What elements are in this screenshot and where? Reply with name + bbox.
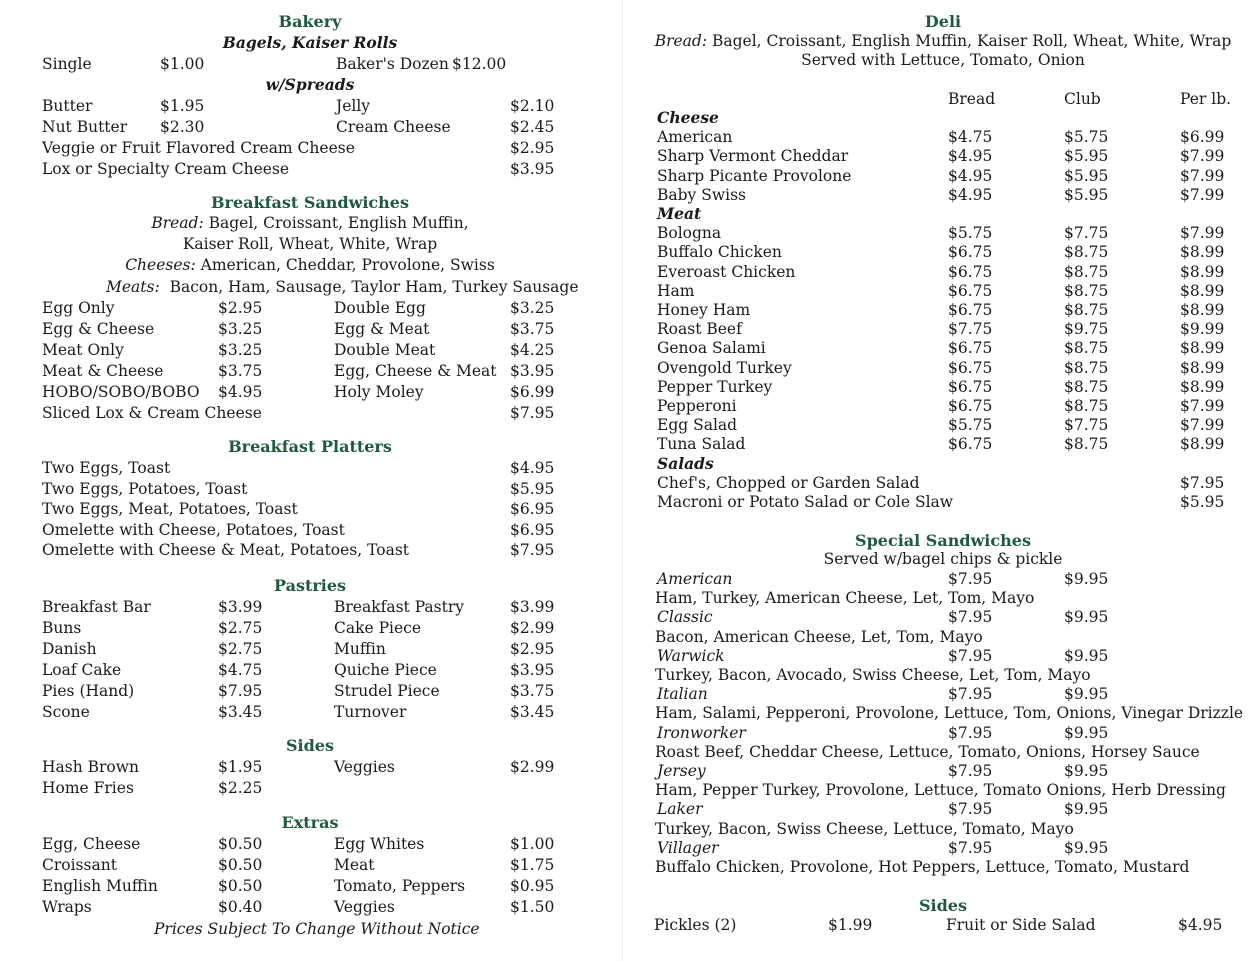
menu-item-price: $3.25 (218, 320, 263, 338)
menu-item-price: $6.95 (510, 500, 555, 519)
menu-item-name: Hash Brown (42, 758, 140, 776)
menu-item-price: $2.75 (218, 619, 263, 637)
sandwich-name: Jersey (657, 762, 706, 780)
menu-item-name: Butter (42, 97, 93, 115)
price-club: $8.75 (1064, 281, 1109, 300)
menu-item-price: $2.99 (510, 619, 555, 637)
special-served-with: Served w/bagel chips & pickle (823, 550, 1063, 568)
price-bread: $6.75 (948, 301, 993, 319)
price-large: $9.95 (1064, 762, 1109, 780)
menu-item-name: Roast Beef (657, 320, 742, 339)
cheese-list: American, Cheddar, Provolone, Swiss (200, 256, 495, 274)
menu-item-name: Egg, Cheese & Meat (334, 362, 497, 380)
price-large: $9.95 (1064, 685, 1109, 704)
price-large: $9.95 (1064, 608, 1109, 627)
bakery-heading: Bakery (278, 12, 342, 31)
price-club: $7.75 (1064, 224, 1109, 243)
menu-item-name: Pies (Hand) (42, 682, 135, 700)
menu-item-name: Double Egg (334, 299, 426, 317)
menu-item-name: Home Fries (42, 779, 134, 797)
menu-item-name: Buns (42, 619, 82, 637)
bread-label: Bread: (151, 214, 204, 232)
price-per-lb: $8.99 (1180, 281, 1225, 300)
menu-item-price: $1.95 (160, 97, 205, 115)
price-bread: $4.95 (948, 185, 993, 204)
sandwich-name: Classic (657, 608, 713, 627)
price-regular: $7.95 (948, 800, 993, 819)
bread-options (0, 214, 620, 232)
menu-item-name: Everoast Chicken (657, 262, 796, 281)
menu-item-price: $4.95 (1178, 916, 1223, 934)
price-regular: $7.95 (948, 723, 993, 742)
deli-bread-label: Bread: (654, 32, 708, 50)
extras-heading: Extras (281, 813, 339, 832)
price-per-lb: $8.99 (1180, 358, 1225, 377)
price-per-lb: $7.99 (1180, 166, 1225, 185)
menu-item-price: $2.10 (510, 97, 555, 115)
price-bread: $6.75 (948, 339, 993, 358)
menu-item-name: Veggies (334, 898, 395, 916)
price-per-lb: $7.99 (1180, 416, 1225, 435)
sandwich-description: Ham, Pepper Turkey, Provolone, Lettuce, Tomato Onions, Herb Dressing (655, 781, 1226, 800)
deli-served-with: Served with Lettuce, Tomato, Onion (801, 51, 1085, 69)
category-label: Salads (657, 453, 714, 473)
price-bread: $5.75 (948, 224, 993, 243)
price-club: $8.75 (1064, 377, 1109, 396)
price-club: $5.95 (1064, 166, 1109, 185)
price-bread: $4.95 (948, 166, 993, 185)
menu-item-name: Jelly (336, 97, 371, 115)
sandwich-description: Turkey, Bacon, Avocado, Swiss Cheese, Let, Tom, Mayo (655, 666, 1091, 684)
breakfast-platters-heading: Breakfast Platters (228, 437, 392, 456)
menu-item-price: $4.95 (510, 459, 555, 477)
menu-item-name: Honey Ham (657, 301, 751, 319)
sandwich-name: Villager (657, 838, 719, 857)
menu-item-name: Loaf Cake (42, 661, 122, 679)
menu-item-price: $1.50 (510, 898, 555, 916)
menu-item-price: $3.95 (510, 362, 555, 380)
menu-item-name: Breakfast Bar (42, 598, 151, 616)
col-header-bread: Bread (948, 90, 996, 108)
menu-item-price: $2.95 (510, 139, 555, 157)
menu-item-price: $3.95 (510, 160, 555, 178)
meat-list: Bacon, Ham, Sausage, Taylor Ham, Turkey Sausage (169, 278, 579, 296)
menu-item-price: $1.00 (160, 55, 205, 73)
menu-item-name: Lox or Specialty Cream Cheese (42, 160, 290, 178)
category-label: Cheese (657, 108, 719, 127)
menu-item-price: $3.99 (218, 598, 263, 616)
menu-item-name: Croissant (42, 856, 117, 874)
menu-item-price: $3.45 (218, 703, 263, 721)
menu-item-price: $0.50 (218, 856, 263, 874)
menu-item-name: Nut Butter (42, 118, 128, 136)
menu-item-name: Scone (42, 703, 90, 721)
price-bread: $5.75 (948, 416, 993, 435)
menu-item-name: Cream Cheese (336, 118, 451, 136)
menu-item-price: $0.95 (510, 877, 555, 895)
bread-list: Bagel, Croissant, English Muffin, (208, 214, 469, 232)
price-per-lb: $6.99 (1180, 128, 1225, 147)
category-label: Meat (657, 204, 702, 223)
col-header-club: Club (1064, 90, 1101, 108)
menu-item-name: Genoa Salami (657, 339, 766, 358)
price-per-lb: $8.99 (1180, 339, 1225, 358)
menu-item-name: Baby Swiss (657, 185, 746, 204)
price-bread: $6.75 (948, 358, 993, 377)
price-regular: $7.95 (948, 685, 993, 704)
price-per-lb: $7.99 (1180, 224, 1225, 243)
price-club: $8.75 (1064, 262, 1109, 281)
price-club: $8.75 (1064, 339, 1109, 358)
price-large: $9.95 (1064, 646, 1109, 665)
sandwich-description: Roast Beef, Cheddar Cheese, Lettuce, Tomato, Onions, Horsey Sauce (655, 742, 1200, 761)
menu-item-price: $3.75 (510, 320, 555, 338)
price-per-lb: $8.99 (1180, 262, 1225, 281)
right-page (628, 0, 1258, 961)
menu-item-price: $7.95 (1180, 473, 1225, 492)
menu-item-price: $6.95 (510, 520, 555, 539)
price-bread: $6.75 (948, 435, 993, 454)
sandwich-name: American (657, 570, 733, 588)
price-large: $9.95 (1064, 723, 1109, 742)
menu-item-price: $0.50 (218, 835, 263, 853)
price-bread: $7.75 (948, 320, 993, 339)
menu-item-name: Pepperoni (657, 397, 737, 415)
price-regular: $7.95 (948, 646, 993, 665)
menu-item-price: $3.25 (510, 299, 555, 317)
menu-item-name: Macroni or Potato Salad or Cole Slaw (657, 493, 954, 511)
menu-item-price: $0.40 (218, 898, 263, 916)
menu-item-name: Ham (657, 281, 695, 300)
menu-item-name: Double Meat (334, 341, 436, 359)
menu-item-price: $2.75 (218, 640, 263, 658)
sides-heading: Sides (285, 736, 334, 755)
menu-item-price: $12.00 (452, 55, 507, 73)
price-club: $8.75 (1064, 435, 1109, 454)
price-club: $5.95 (1064, 147, 1109, 166)
price-club: $5.95 (1064, 185, 1109, 204)
price-per-lb: $7.99 (1180, 397, 1225, 415)
menu-item-name: Pickles (2) (654, 916, 737, 934)
menu-item-price: $3.99 (510, 598, 555, 616)
menu-item-price: $4.25 (510, 341, 555, 359)
menu-item-name: Ovengold Turkey (657, 358, 792, 377)
menu-item-name: Cake Piece (334, 619, 422, 637)
deli-bread-list: Bagel, Croissant, English Muffin, Kaiser Roll, Wheat, White, Wrap (711, 32, 1232, 50)
menu-item-price: $0.50 (218, 877, 263, 895)
price-per-lb: $8.99 (1180, 301, 1225, 319)
sandwich-name: Italian (657, 685, 708, 704)
col-header-per-lb: Per lb. (1180, 90, 1232, 108)
sandwich-description: Turkey, Bacon, Swiss Cheese, Lettuce, Tomato, Mayo (655, 819, 1074, 838)
price-per-lb: $8.99 (1180, 377, 1225, 396)
cheeses-label: Cheeses: (125, 256, 196, 274)
menu-item-name: Two Eggs, Toast (42, 459, 171, 477)
menu-item-name: Egg & Cheese (42, 320, 155, 338)
price-notice: Prices Subject To Change Without Notice (154, 920, 480, 938)
bakery-subtitle: Bagels, Kaiser Rolls (222, 33, 398, 52)
price-bread: $6.75 (948, 281, 993, 300)
menu-item-name: Egg Only (42, 299, 115, 317)
menu-item-name: Sliced Lox & Cream Cheese (42, 404, 262, 422)
menu-item-name: Wraps (42, 898, 92, 916)
menu-item-price: $1.00 (510, 835, 555, 853)
cheese-options (0, 256, 620, 274)
price-club: $8.75 (1064, 301, 1109, 319)
menu-item-name: Sharp Vermont Cheddar (657, 147, 849, 166)
price-bread: $6.75 (948, 397, 993, 415)
price-regular: $7.95 (948, 838, 993, 857)
menu-item-name: Chef's, Chopped or Garden Salad (657, 473, 920, 492)
menu-item-name: Turnover (334, 703, 407, 721)
price-bread: $4.75 (948, 128, 993, 147)
menu-item-name: Omelette with Cheese & Meat, Potatoes, Toast (42, 541, 409, 560)
menu-item-name: Egg & Meat (334, 320, 430, 338)
menu-item-name: Egg Salad (657, 416, 738, 435)
special-sandwiches-heading: Special Sandwiches (855, 531, 1031, 550)
price-large: $9.95 (1064, 838, 1109, 857)
meats-label: Meats: (106, 278, 160, 296)
menu-item-name: Breakfast Pastry (334, 598, 465, 616)
menu-item-name: Fruit or Side Salad (946, 916, 1096, 934)
sandwich-name: Warwick (657, 646, 725, 665)
menu-item-name: Strudel Piece (334, 682, 440, 700)
sandwich-name: Laker (657, 800, 703, 819)
menu-item-name: Single (42, 55, 92, 73)
menu-item-price: $2.45 (510, 118, 555, 136)
menu-item-price: $1.99 (828, 916, 873, 934)
menu-item-name: Muffin (334, 640, 386, 658)
menu-item-name: Pepper Turkey (657, 377, 773, 396)
menu-item-price: $4.75 (218, 661, 263, 679)
price-club: $8.75 (1064, 358, 1109, 377)
deli-heading: Deli (924, 12, 962, 31)
price-per-lb: $9.99 (1180, 320, 1225, 339)
price-per-lb: $8.99 (1180, 435, 1225, 454)
menu-item-name: Egg, Cheese (42, 835, 141, 853)
price-bread: $6.75 (948, 377, 993, 396)
menu-item-name: Two Eggs, Meat, Potatoes, Toast (42, 500, 298, 519)
menu-item-name: Veggies (334, 758, 395, 776)
menu-item-price: $7.95 (510, 541, 555, 560)
price-bread: $6.75 (948, 262, 993, 281)
menu-item-price: $3.75 (510, 682, 555, 700)
left-page (0, 0, 620, 961)
menu-item-price: $1.95 (218, 758, 263, 776)
menu-item-name: Meat Only (42, 341, 124, 359)
menu-item-price: $2.25 (218, 779, 263, 797)
menu-item-name: Veggie or Fruit Flavored Cream Cheese (42, 139, 355, 157)
menu-item-price: $4.95 (218, 383, 263, 401)
menu-item-price: $3.75 (218, 362, 263, 380)
price-bread: $6.75 (948, 243, 993, 262)
menu-item-name: Sharp Picante Provolone (657, 166, 852, 185)
price-club: $8.75 (1064, 397, 1109, 415)
price-club: $9.75 (1064, 320, 1109, 339)
menu-item-price: $7.95 (510, 404, 555, 422)
price-regular: $7.95 (948, 608, 993, 627)
menu-item-name: Tomato, Peppers (334, 877, 466, 895)
deli-sides-heading: Sides (918, 896, 967, 915)
bread-options-2: Kaiser Roll, Wheat, White, Wrap (182, 235, 438, 253)
menu-item-price: $7.95 (218, 682, 263, 700)
menu-item-price: $3.45 (510, 703, 555, 721)
sandwich-description: Ham, Salami, Pepperoni, Provolone, Lettuce, Tom, Onions, Vinegar Drizzle (655, 704, 1244, 723)
menu-item-name: Meat (334, 856, 375, 874)
menu-item-price: $5.95 (510, 479, 555, 498)
menu-item-price: $1.75 (510, 856, 555, 874)
price-per-lb: $7.99 (1180, 147, 1225, 166)
menu-item-price: $2.95 (218, 299, 263, 317)
pastries-heading: Pastries (273, 576, 347, 595)
menu-item-price: $6.99 (510, 383, 555, 401)
sandwich-name: Ironworker (657, 723, 746, 742)
sandwich-description: Ham, Turkey, American Cheese, Let, Tom, Mayo (655, 589, 1035, 608)
menu-item-price: $2.30 (160, 118, 205, 136)
price-large: $9.95 (1064, 570, 1109, 588)
menu-item-price: $2.99 (510, 758, 555, 776)
price-large: $9.95 (1064, 800, 1109, 819)
menu-item-name: Buffalo Chicken (657, 243, 782, 262)
meat-options (106, 277, 579, 297)
menu-item-price: $2.95 (510, 640, 555, 658)
page-divider (622, 0, 623, 961)
menu-item-name: Meat & Cheese (42, 362, 164, 380)
menu-item-name: Omelette with Cheese, Potatoes, Toast (42, 520, 345, 539)
sandwich-description: Bacon, American Cheese, Let, Tom, Mayo (655, 627, 983, 646)
menu-item-name: Quiche Piece (334, 661, 437, 679)
menu-item-name: Two Eggs, Potatoes, Toast (42, 479, 248, 498)
menu-item-name: HOBO/SOBO/BOBO (42, 383, 200, 401)
menu-item-name: English Muffin (42, 877, 158, 895)
price-regular: $7.95 (948, 762, 993, 780)
price-club: $8.75 (1064, 243, 1109, 262)
menu-item-name: Tuna Salad (657, 435, 746, 454)
price-per-lb: $7.99 (1180, 185, 1225, 204)
menu-item-price: $5.95 (1180, 493, 1225, 511)
price-club: $7.75 (1064, 416, 1109, 435)
sandwich-description: Buffalo Chicken, Provolone, Hot Peppers, Lettuce, Tomato, Mustard (655, 858, 1190, 876)
menu-item-name: American (657, 128, 733, 147)
price-club: $5.75 (1064, 128, 1109, 147)
deli-bread-options (628, 32, 1258, 50)
spreads-subtitle: w/Spreads (265, 75, 355, 94)
menu-item-price: $3.95 (510, 661, 555, 679)
menu-item-name: Holy Moley (334, 383, 424, 401)
menu-item-price: $3.25 (218, 341, 263, 359)
breakfast-sandwiches-heading: Breakfast Sandwiches (211, 193, 409, 212)
menu-item-name: Baker's Dozen (336, 55, 449, 73)
price-per-lb: $8.99 (1180, 243, 1225, 262)
price-bread: $4.95 (948, 147, 993, 166)
menu-item-name: Bologna (657, 224, 722, 243)
menu-item-name: Egg Whites (334, 835, 425, 853)
menu-item-name: Danish (42, 640, 97, 658)
price-regular: $7.95 (948, 570, 993, 588)
